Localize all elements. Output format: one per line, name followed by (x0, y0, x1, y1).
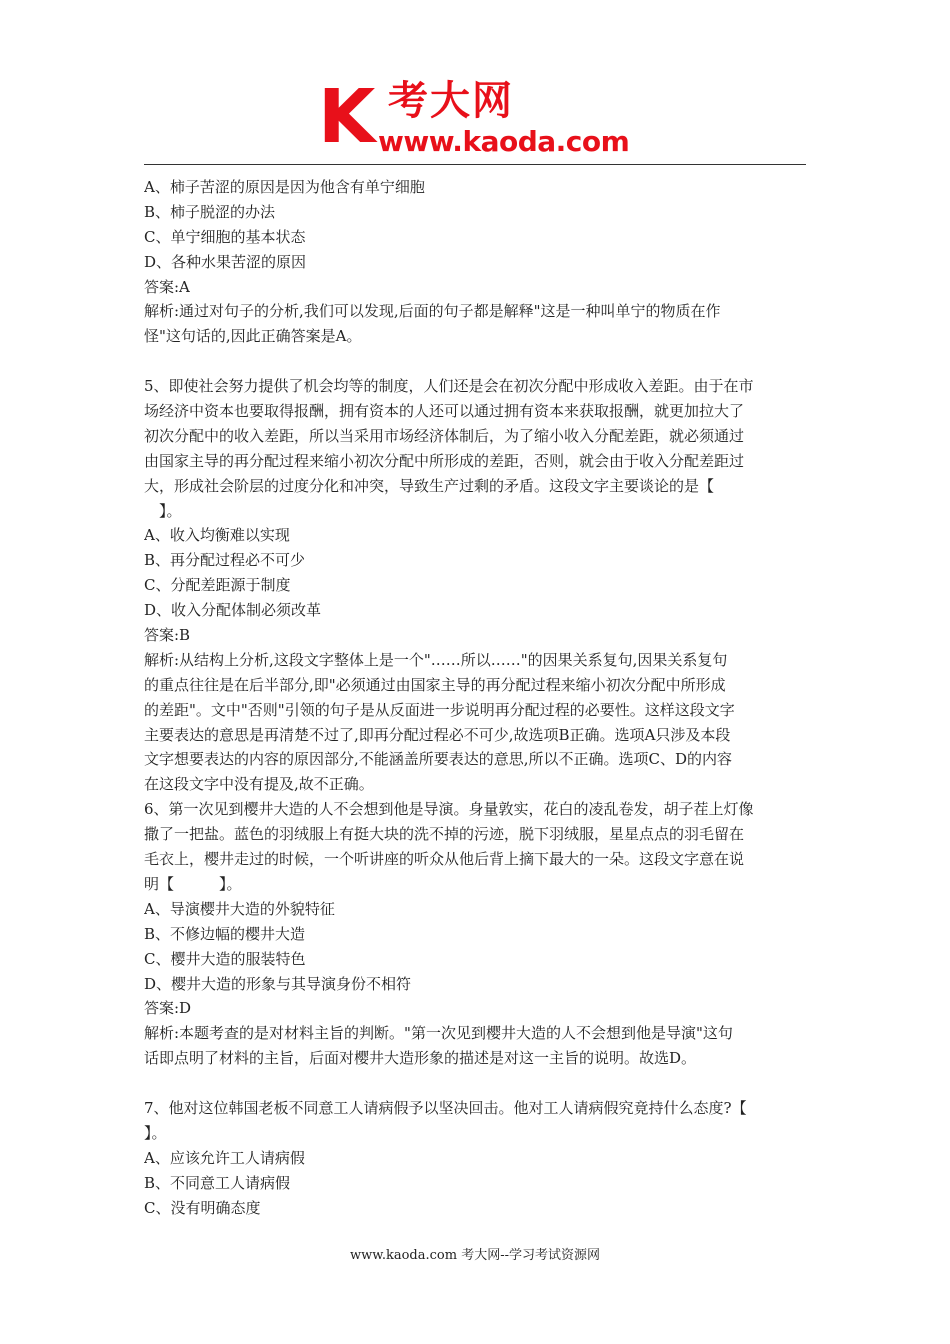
text-line: 的差距"。文中"否则"引领的句子是从反面进一步说明再分配过程的必要性。这样这段文字 (144, 700, 735, 719)
text-line: A、柿子苦涩的原因是因为他含有单宁细胞 (144, 178, 425, 196)
text-line: 】。 (144, 1123, 167, 1142)
text-line: 文字想要表达的内容的原因部分,不能涵盖所要表达的意思,所以不正确。选项C、D的内容 (144, 750, 733, 769)
text-line: 答案:B (144, 626, 191, 645)
text-line: 大，形成社会阶层的过度分化和冲突，导致生产过剩的矛盾。这段文字主要谈论的是【 (144, 476, 715, 495)
text-line: 主要表达的意思是再清楚不过了,即再分配过程必不可少,故选项B正确。选项A只涉及本段 (144, 725, 731, 744)
text-line: 】。 (144, 501, 182, 520)
logo-k-mark: K (318, 74, 372, 160)
text-line: B、柿子脱涩的办法 (144, 202, 276, 221)
text-line: A、收入均衡难以实现 (144, 526, 290, 545)
text-line: C、樱井大造的服装特色 (144, 949, 306, 968)
text-line: 由国家主导的再分配过程来缩小初次分配中所形成的差距，否则，就会由于收入分配差距过 (144, 451, 745, 470)
text-line: B、不修边幅的樱井大造 (144, 924, 306, 943)
text-line: 5、即使社会努力提供了机会均等的制度，人们还是会在初次分配中形成收入差距。由于在市 (144, 377, 754, 396)
page-header (144, 74, 806, 166)
blank-line (144, 1071, 808, 1096)
logo-chinese-name: 考大网 (388, 78, 514, 124)
text-line: 话即点明了材料的主旨，后面对樱井大造形象的描述是对这一主旨的说明。故选D。 (144, 1049, 697, 1068)
text-line: C、单宁细胞的基本状态 (144, 227, 306, 246)
text-line: D、收入分配体制必须改革 (144, 601, 322, 620)
page-footer: www.kaoda.com 考大网--学习考试资源网 (350, 1248, 600, 1263)
text-line: D、樱井大造的形象与其导演身份不相符 (144, 974, 412, 993)
kaoda-logo (318, 74, 638, 160)
text-line: D、各种水果苦涩的原因 (144, 252, 307, 271)
text-line: C、分配差距源于制度 (144, 576, 291, 595)
document-body (144, 175, 808, 1220)
text-line: 毛衣上，樱井走过的时候，一个听讲座的听众从他后背上摘下最大的一朵。这段文字意在说 (144, 850, 745, 869)
text-line: 解析:通过对句子的分析,我们可以发现,后面的句子都是解释"这是一种叫单宁的物质在作 (144, 302, 721, 321)
logo-url-text: www.kaoda.com (378, 125, 630, 158)
text-line: A、应该允许工人请病假 (144, 1148, 305, 1167)
text-line: 明【 】。 (144, 874, 242, 893)
text-line: 撒了一把盐。蓝色的羽绒服上有挺大块的洗不掉的污迹，脱下羽绒服，星星点点的羽毛留在 (144, 825, 745, 844)
text-line: 7、他对这位韩国老板不同意工人请病假予以坚决回击。他对工人请病假究竟持什么态度?【 (144, 1098, 747, 1117)
text-line: 解析:从结构上分析,这段文字整体上是一个"……所以……"的因果关系复句,因果关系复句 (144, 650, 728, 669)
text-line: 怪"这句话的,因此正确答案是A。 (144, 327, 362, 346)
text-line: 在这段文字中没有提及,故不正确。 (144, 775, 374, 794)
text-line: B、再分配过程必不可少 (144, 551, 306, 570)
text-line: A、导演樱井大造的外貌特征 (144, 899, 335, 918)
header-divider (144, 164, 806, 165)
text-line: 6、第一次见到樱井大造的人不会想到他是导演。身量敦实，花白的凌乱卷发，胡子茬上灯像 (144, 800, 754, 819)
text-line: 解析:本题考查的是对材料主旨的判断。"第一次见到樱井大造的人不会想到他是导演"这句 (144, 1024, 733, 1043)
text-line: 答案:D (144, 999, 192, 1018)
text-line: 答案:A (144, 277, 190, 296)
text-line: 场经济中资本也要取得报酬，拥有资本的人还可以通过拥有资本来获取报酬，就更加拉大了 (144, 402, 745, 421)
text-line: B、不同意工人请病假 (144, 1173, 291, 1192)
text-line: 的重点往往是在后半部分,即"必须通过由国家主导的再分配过程来缩小初次分配中所形成 (144, 675, 726, 694)
text-line: C、没有明确态度 (144, 1198, 261, 1217)
text-line: 初次分配中的收入差距，所以当采用市场经济体制后，为了缩小收入分配差距，就必须通过 (144, 426, 745, 445)
blank-line (144, 349, 808, 374)
